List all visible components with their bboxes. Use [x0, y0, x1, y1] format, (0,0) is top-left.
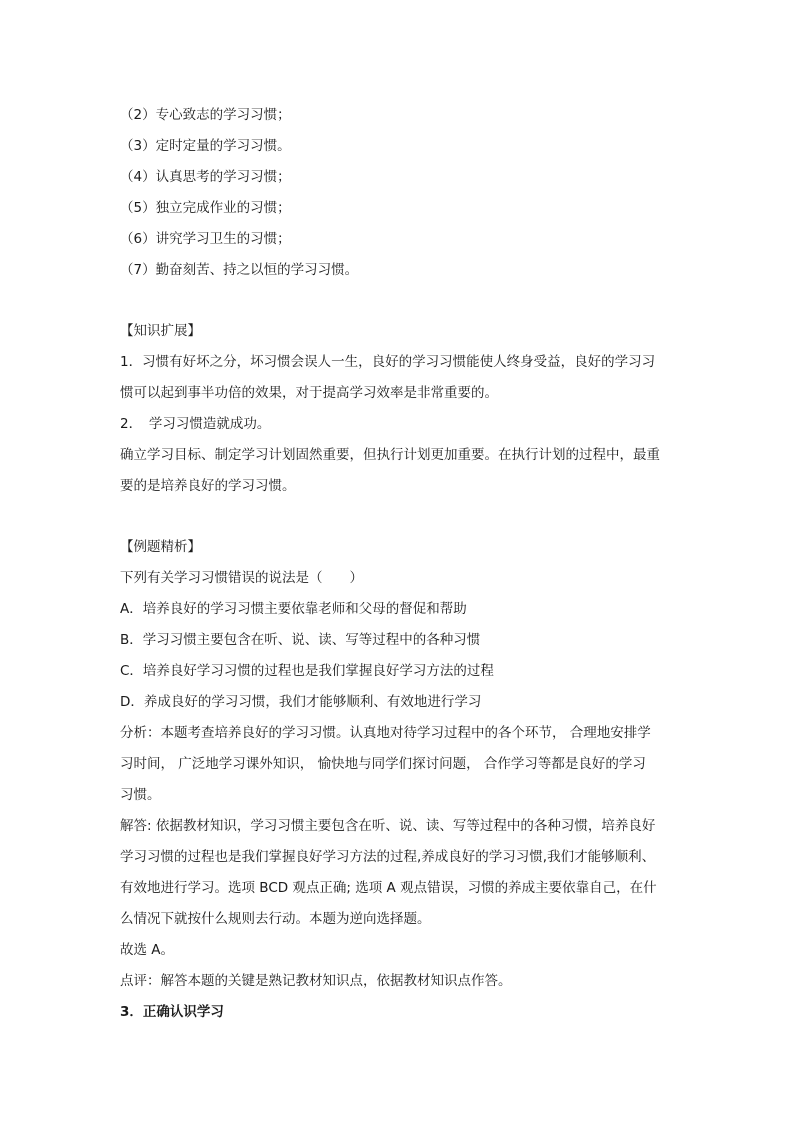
- analysis-line: 分析：本题考查培养良好的学习习惯。认真地对待学习过程中的各个环节， 合理地安排学: [120, 725, 651, 741]
- knowledge-section: [120, 316, 686, 502]
- answer-line: 么情况下就按什么规则去行动。本题为逆向选择题。: [120, 911, 431, 927]
- option-c: C．培养良好学习习惯的过程也是我们掌握良好学习方法的过程: [120, 663, 494, 679]
- comment-line: 点评：解答本题的关键是熟记教材知识点，依据教材知识点作答。: [120, 973, 512, 989]
- answer-line: 有效地进行学习。选项 BCD 观点正确; 选项 A 观点错误，习惯的养成主要依靠自己，在什: [120, 880, 657, 896]
- habit-item: （4）认真思考的学习习惯；: [120, 169, 291, 185]
- analysis-line: 习时间， 广泛地学习课外知识， 愉快地与同学们探讨问题， 合作学习等都是良好的学习: [120, 756, 646, 772]
- answer-line: 学习习惯的过程也是我们掌握良好学习方法的过程,养成良好的学习习惯,我们才能够顺利、: [120, 849, 656, 865]
- habit-item: （3）定时定量的学习习惯。: [120, 138, 291, 154]
- page-content: [120, 100, 686, 1028]
- spacer: [120, 286, 686, 316]
- answer-line: 解答: 依据教材知识，学习习惯主要包含在听、说、读、写等过程中的各种习惯，培养良好: [120, 818, 656, 834]
- habit-item: （6）讲究学习卫生的习惯；: [120, 231, 291, 247]
- analysis-line: 习惯。: [120, 787, 161, 803]
- option-a: A．培养良好的学习习惯主要依靠老师和父母的督促和帮助: [120, 601, 467, 617]
- knowledge-line: 2． 学习习惯造就成功。: [120, 416, 271, 432]
- knowledge-heading: 【知识扩展】: [120, 323, 201, 339]
- habit-item: （2）专心致志的学习习惯；: [120, 107, 291, 123]
- spacer: [120, 502, 686, 532]
- example-section: [120, 532, 686, 997]
- habit-item: （5）独立完成作业的习惯；: [120, 200, 291, 216]
- knowledge-line: 1．习惯有好坏之分，坏习惯会误人一生，良好的学习习惯能使人终身受益，良好的学习习: [120, 354, 656, 370]
- knowledge-line: 确立学习目标、制定学习计划固然重要，但执行计划更加重要。在执行计划的过程中，最重: [120, 447, 660, 463]
- example-heading: 【例题精析】: [120, 539, 201, 555]
- example-question: 下列有关学习习惯错误的说法是（ ）: [120, 570, 363, 586]
- answer-choice: 故选 A。: [120, 942, 175, 958]
- option-d: D．养成良好的学习习惯，我们才能够顺利、有效地进行学习: [120, 694, 482, 710]
- knowledge-line: 要的是培养良好的学习习惯。: [120, 478, 296, 494]
- section-title: 3．正确认识学习: [120, 1004, 224, 1020]
- habit-item: （7）勤奋刻苦、持之以恒的学习习惯。: [120, 262, 359, 278]
- habit-list: [120, 100, 686, 286]
- option-b: B．学习习惯主要包含在听、说、读、写等过程中的各种习惯: [120, 632, 481, 648]
- knowledge-line: 惯可以起到事半功倍的效果，对于提高学习效率是非常重要的。: [120, 385, 498, 401]
